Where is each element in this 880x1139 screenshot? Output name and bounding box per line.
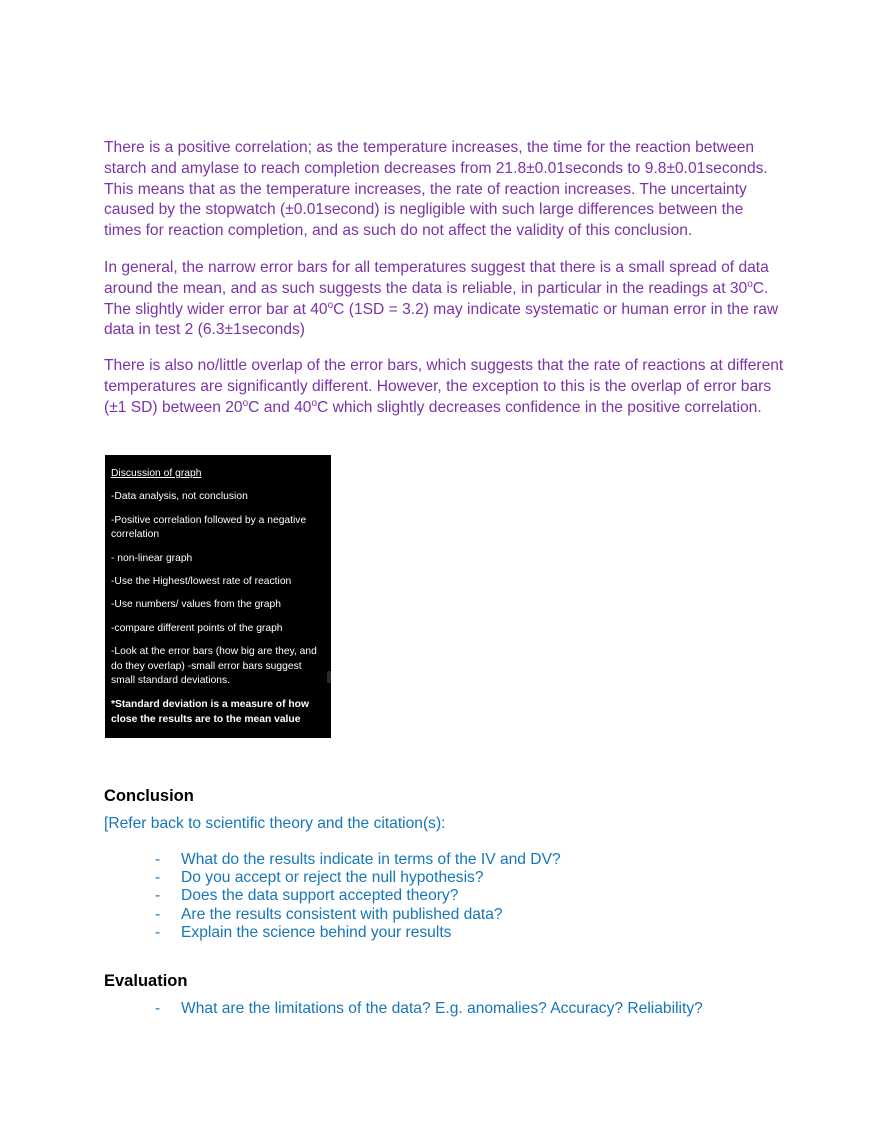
list-item	[155, 1000, 703, 1018]
paragraph-text: In general, the narrow error bars for all temperatures suggest that there is a small spread of data around the mean, and as such suggests the data is reliable, in particular in the readings at 30	[104, 259, 769, 297]
paragraph-text: C. The slightly wider error bar at 40	[104, 279, 769, 318]
evaluation-heading: Evaluation	[104, 972, 188, 990]
conclusion-prompt-list	[155, 851, 561, 942]
list-item-text: Do you accept or reject the null hypothesis?	[181, 869, 484, 887]
list-item-text: What are the limitations of the data? E.g. anomalies? Accuracy? Reliability?	[181, 1000, 703, 1017]
degree-superscript: o	[311, 397, 317, 409]
bullet-dash: -	[155, 1000, 161, 1017]
paragraph-text: C (1SD = 3.2) may indicate systematic or human error in the raw data in test 2 (6.3±1seconds)	[104, 300, 779, 339]
notes-line: -Positive correlation followed by a negative correlation	[111, 514, 307, 541]
conclusion-intro: [Refer back to scientific theory and the citation(s):	[104, 815, 446, 832]
degree-superscript: o	[242, 397, 249, 409]
notes-line: -Look at the error bars (how big are they, and do they overlap) -small error bars suggest small standard deviations.	[111, 645, 317, 687]
evaluation-prompt-list	[155, 1000, 703, 1018]
notes-title: Discussion of graph	[111, 468, 202, 479]
paragraph-text: C which slightly decreases confidence in the positive correlation.	[317, 398, 762, 416]
list-item-text: Are the results consistent with published data?	[181, 905, 503, 923]
bullet-dash: -	[155, 923, 161, 941]
list-item	[155, 906, 561, 924]
bullet-dash: -	[155, 905, 161, 923]
notes-line: -Use numbers/ values from the graph	[111, 599, 281, 611]
notes-line: -Data analysis, not conclusion	[111, 491, 248, 503]
paragraph-text: C and 40	[248, 398, 312, 416]
bullet-dash: -	[155, 887, 161, 905]
paragraph-text: There is also no/little overlap of the error bars, which suggests that the rate of reactions at different temperatures are significantly different. However, the exception to this is the overlap of error bars (±1 SD) between 20	[104, 357, 784, 416]
bullet-dash: -	[155, 869, 161, 887]
notes-line: -compare different points of the graph	[111, 622, 283, 634]
list-item-text: Explain the science behind your results	[181, 923, 452, 941]
list-item	[155, 869, 561, 887]
list-item-text: What do the results indicate in terms of the IV and DV?	[181, 851, 561, 868]
conclusion-heading: Conclusion	[104, 787, 194, 805]
list-item	[155, 924, 561, 942]
notes-bold-definition: *Standard deviation is a measure of how close the results are to the mean value	[111, 698, 309, 725]
notes-line: - non-linear graph	[111, 552, 193, 564]
bullet-dash: -	[155, 851, 161, 868]
degree-superscript: o	[747, 278, 753, 290]
edge-artifact	[327, 671, 331, 683]
list-item	[155, 887, 561, 905]
notes-line: -Use the Highest/lowest rate of reaction	[111, 575, 292, 587]
analysis-paragraph-overlap	[104, 356, 784, 418]
list-item-text: Does the data support accepted theory?	[181, 887, 459, 905]
list-item	[155, 851, 561, 869]
discussion-notes-image	[105, 455, 331, 738]
degree-superscript: o	[327, 299, 334, 311]
analysis-paragraph-error-bars	[104, 258, 784, 341]
analysis-paragraph-correlation: There is a positive correlation; as the temperature increases, the time for the reaction between starch and amylase to reach completion decreases from 21.8±0.01seconds to 9.8±0.01seconds. This means that as the temperature increases, the rate of reaction increases. The uncertainty caused by the stopwatch (±0.01second) is negligible with such large differences between the times for reaction completion, and as such do not affect the validity of this conclusion.	[104, 139, 768, 240]
